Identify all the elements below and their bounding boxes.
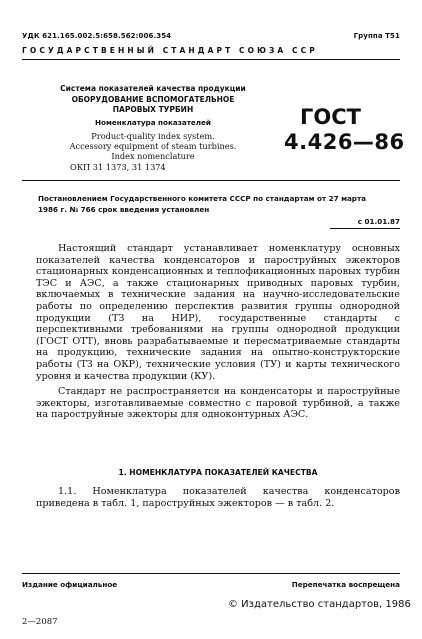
english-title-line1: Product-quality index system. bbox=[91, 131, 215, 141]
paragraph-exclusions: Стандарт не распространяется на конденсаторы и пароструйные эжекторы, изготавливаемые совместно с паровой турбиной, а также на пароструйные эжекторы для одноконтурных АЭС. bbox=[36, 386, 400, 421]
official-edition-label: Издание официальное bbox=[22, 580, 118, 589]
series-title: Система показателей качества продукции bbox=[60, 84, 246, 93]
udk-code: УДК 621.165.002.5:658.562:006.354 bbox=[22, 32, 172, 40]
section-body bbox=[36, 486, 400, 509]
english-title-line2: Accessory equipment of steam turbines. bbox=[69, 141, 237, 151]
english-title-line3: Index nomenclature bbox=[111, 151, 195, 161]
publisher-copyright: © Издательство стандартов, 1986 bbox=[228, 599, 411, 610]
document-title-line1: ОБОРУДОВАНИЕ ВСПОМОГАТЕЛЬНОЕ bbox=[71, 95, 235, 104]
state-standard-banner: ГОСУДАРСТВЕННЫЙ СТАНДАРТ СОЮЗА ССР bbox=[22, 46, 318, 55]
paragraph-scope: Настоящий стандарт устанавливает номенклатуру основных показателей качества конденсаторов и пароструйных эжекторов стационарных конденсационных и теплофикационных паровых турбин ТЭС и АЭС, а также стационарных приводных паровых турбин, включаемых в технические задания на научно-исследовательские работы по определению перспектив развития группы однородной продукции (ТЗ на НИР), государственные стандарты с перспективными требованиями на группы однородной продукции (ГОСТ ОТТ), вновь разрабатываемые и пересматриваемые стандарты на продукцию, технические задания на опытно-конструкторские работы (ТЗ на ОКР), технические условия (ТУ) и карты технического уровня и качества продукции (КУ). bbox=[36, 243, 400, 382]
decree-line1: Постановлением Государственного комитета СССР по стандартам от 27 марта bbox=[38, 194, 366, 203]
reprint-notice: Перепечатка воспрещена bbox=[291, 580, 400, 589]
title-rule bbox=[22, 180, 400, 181]
document-title-line2: ПАРОВЫХ ТУРБИН bbox=[112, 105, 194, 114]
banner-rule bbox=[22, 59, 400, 60]
decree-text bbox=[38, 193, 400, 215]
title-block bbox=[60, 84, 246, 161]
gost-prefix: ГОСТ bbox=[300, 105, 361, 129]
document-subtitle: Номенклатура показателей bbox=[95, 118, 211, 127]
effective-date-rule bbox=[330, 228, 400, 229]
body-text bbox=[36, 243, 400, 421]
footer-rule bbox=[22, 573, 400, 574]
gost-number: 4.426—86 bbox=[284, 130, 405, 154]
okp-code: ОКП 31 1373, 31 1374 bbox=[70, 162, 166, 172]
paragraph-1-1: 1.1. Номенклатура показателей качества конденсаторов приведена в табл. 1, пароструйных эжекторов — в табл. 2. bbox=[36, 486, 400, 509]
decree-line2: 1986 г. № 766 срок введения установлен bbox=[38, 205, 210, 214]
group-code: Группа Т51 bbox=[353, 32, 400, 40]
section-heading: 1. НОМЕНКЛАТУРА ПОКАЗАТЕЛЕЙ КАЧЕСТВА bbox=[118, 468, 318, 477]
print-code: 2—2087 bbox=[22, 617, 58, 627]
effective-date: с 01.01.87 bbox=[357, 217, 400, 226]
